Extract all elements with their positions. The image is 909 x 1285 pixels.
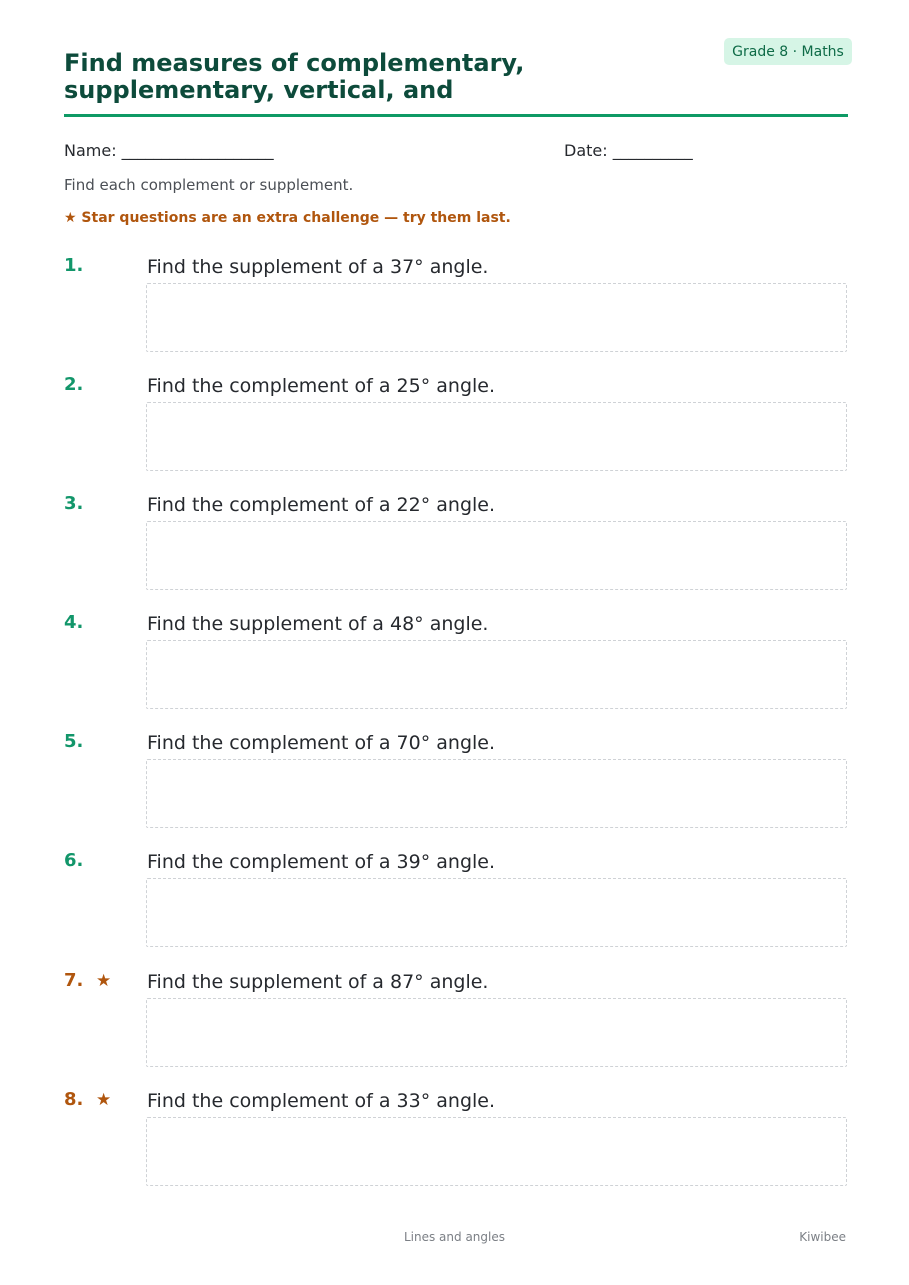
title-divider [64, 114, 848, 117]
question-text: Find the complement of a 39° angle. [147, 851, 496, 873]
question-text: Find the supplement of a 87° angle. [147, 971, 489, 993]
question-text: Find the complement of a 33° angle. [147, 1090, 496, 1112]
grade-badge: Grade 8 · Maths [724, 38, 852, 65]
answer-box[interactable] [146, 878, 847, 947]
name-field[interactable]: Name: ___________________ [64, 141, 274, 160]
question-4 [64, 612, 848, 712]
question-number: 4. [64, 612, 84, 633]
question-number: 5. [64, 731, 84, 752]
answer-box[interactable] [146, 402, 847, 471]
question-number: 2. [64, 374, 84, 395]
question-text: Find the supplement of a 37° angle. [147, 256, 489, 278]
question-6 [64, 850, 848, 950]
question-text: Find the supplement of a 48° angle. [147, 613, 489, 635]
question-number: 6. [64, 850, 84, 871]
challenge-note: ★ Star questions are an extra challenge — try them last. [64, 210, 511, 226]
star-icon: ★ [96, 971, 112, 991]
question-7 [64, 970, 848, 1070]
question-number: 8. [64, 1089, 84, 1110]
answer-box[interactable] [146, 283, 847, 352]
question-text: Find the complement of a 25° angle. [147, 375, 496, 397]
footer-brand: Kiwibee [799, 1230, 846, 1244]
answer-box[interactable] [146, 759, 847, 828]
question-text: Find the complement of a 70° angle. [147, 732, 496, 754]
question-5 [64, 731, 848, 831]
instructions: Find each complement or supplement. [64, 176, 354, 194]
star-icon: ★ [96, 1090, 112, 1110]
answer-box[interactable] [146, 998, 847, 1067]
question-number: 1. [64, 255, 84, 276]
question-number: 7. [64, 970, 84, 991]
answer-box[interactable] [146, 640, 847, 709]
question-8 [64, 1089, 848, 1189]
question-3 [64, 493, 848, 593]
question-2 [64, 374, 848, 474]
worksheet-title: Find measures of complementary, supplementary, vertical, and [64, 49, 525, 104]
answer-box[interactable] [146, 521, 847, 590]
date-field[interactable]: Date: __________ [564, 141, 693, 160]
answer-box[interactable] [146, 1117, 847, 1186]
question-number: 3. [64, 493, 84, 514]
question-text: Find the complement of a 22° angle. [147, 494, 496, 516]
footer-topic: Lines and angles [403, 1230, 505, 1244]
question-1 [64, 255, 848, 355]
